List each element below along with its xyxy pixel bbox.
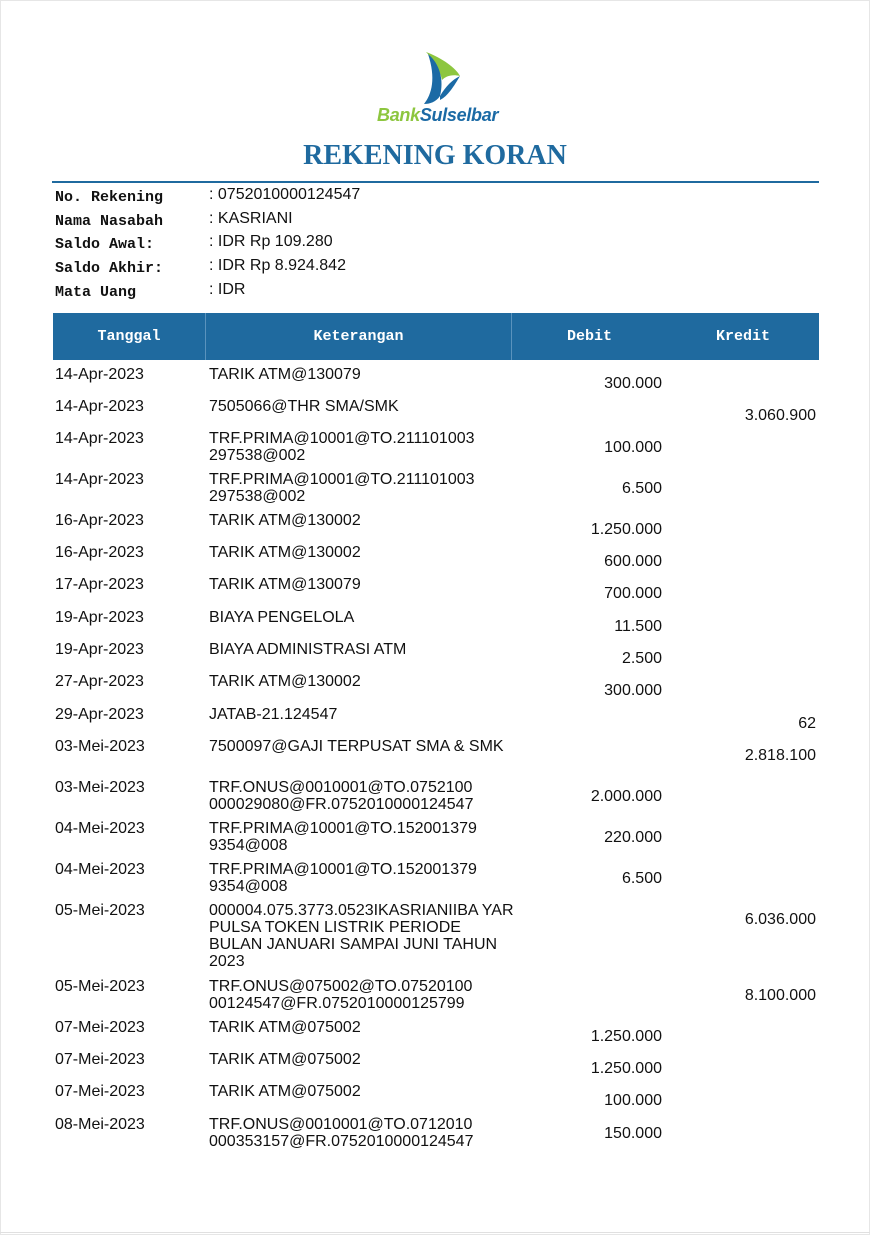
cell-description: TARIK ATM@075002 [209, 1083, 361, 1100]
opening-balance-label: Saldo Awal: [55, 236, 155, 254]
cell-date: 07-Mei-2023 [55, 1051, 145, 1068]
cell-date: 16-Apr-2023 [55, 544, 144, 561]
cell-date: 19-Apr-2023 [55, 641, 144, 658]
cell-date: 27-Apr-2023 [55, 673, 144, 690]
cell-debit: 1.250.000 [590, 1060, 662, 1077]
cell-description: TARIK ATM@130079 [209, 576, 361, 593]
cell-debit: 6.500 [621, 870, 662, 887]
column-header-description: Keterangan [206, 313, 512, 360]
cell-description: TARIK ATM@075002 [209, 1019, 361, 1036]
currency-value: : IDR [209, 280, 246, 298]
cell-credit: 2.818.100 [744, 747, 816, 764]
cell-description: TARIK ATM@130079 [209, 366, 361, 383]
account-info [55, 186, 655, 304]
cell-description: TRF.ONUS@075002@TO.07520100 00124547@FR.0752010000125799 [209, 978, 473, 1012]
column-header-credit: Kredit [715, 328, 770, 345]
cell-date: 07-Mei-2023 [55, 1019, 145, 1036]
cell-debit: 600.000 [604, 553, 662, 570]
cell-description: TRF.PRIMA@10001@TO.152001379 9354@008 [209, 861, 477, 895]
account-number-label: No. Rekening [55, 189, 164, 206]
cell-description: TARIK ATM@075002 [209, 1051, 361, 1068]
currency-label: Mata Uang [55, 283, 137, 301]
cell-date: 14-Apr-2023 [55, 366, 144, 383]
closing-balance-row [55, 257, 655, 281]
cell-date: 16-Apr-2023 [55, 512, 144, 529]
column-header-debit: Debit [566, 328, 612, 345]
cell-date: 07-Mei-2023 [55, 1083, 145, 1100]
cell-description: 000004.075.3773.0523IKASRIANIIBA YAR PULSA TOKEN LISTRIK PERIODE BULAN JANUARI SAMPAI JUNI TAHUN 2023 [209, 902, 514, 970]
cell-description: JATAB-21.124547 [209, 706, 338, 723]
customer-name-label: Nama Nasabah [55, 212, 164, 230]
title-divider [52, 181, 819, 183]
cell-description: TRF.PRIMA@10001@TO.211101003 297538@002 [209, 471, 475, 505]
cell-debit: 6.500 [621, 480, 662, 497]
cell-credit: 8.100.000 [744, 987, 816, 1004]
cell-date: 08-Mei-2023 [55, 1116, 145, 1133]
cell-debit: 700.000 [604, 585, 662, 602]
account-number-row [55, 186, 655, 210]
cell-date: 17-Apr-2023 [55, 576, 144, 593]
cell-description: BIAYA PENGELOLA [209, 609, 355, 626]
cell-debit: 100.000 [604, 1092, 662, 1109]
customer-name-row [55, 210, 655, 234]
cell-date: 19-Apr-2023 [55, 609, 144, 626]
cell-description: TARIK ATM@130002 [209, 544, 361, 561]
opening-balance-row [55, 233, 655, 257]
document-title: REKENING KORAN [303, 140, 567, 171]
cell-date: 05-Mei-2023 [55, 978, 145, 995]
cell-debit: 1.250.000 [590, 521, 662, 538]
bank-logo [372, 50, 502, 130]
cell-debit: 2.000.000 [590, 788, 662, 805]
cell-description: BIAYA ADMINISTRASI ATM [209, 641, 407, 658]
opening-balance-value: : IDR Rp 109.280 [209, 233, 333, 251]
cell-date: 04-Mei-2023 [55, 820, 145, 837]
cell-description: TRF.ONUS@0010001@TO.0752100 000029080@FR.0752010000124547 [209, 779, 474, 813]
customer-name-value: : KASRIANI [209, 209, 293, 227]
cell-debit: 300.000 [604, 375, 662, 392]
closing-balance-value: : IDR Rp 8.924.842 [209, 257, 346, 275]
cell-debit: 1.250.000 [590, 1028, 662, 1045]
closing-balance-label: Saldo Akhir: [55, 260, 164, 278]
cell-credit: 62 [798, 715, 816, 732]
cell-credit: 3.060.900 [744, 407, 816, 424]
cell-date: 29-Apr-2023 [55, 706, 144, 723]
cell-description: 7505066@THR SMA/SMK [209, 398, 399, 415]
cell-date: 05-Mei-2023 [55, 902, 145, 919]
cell-date: 04-Mei-2023 [55, 861, 145, 878]
cell-description: TARIK ATM@130002 [209, 673, 361, 690]
page-bottom-edge [0, 1232, 870, 1233]
cell-credit: 6.036.000 [744, 911, 816, 928]
transactions-table-header [53, 313, 819, 360]
currency-row [55, 281, 655, 305]
cell-debit: 100.000 [604, 439, 662, 456]
cell-date: 14-Apr-2023 [55, 398, 144, 415]
cell-debit: 11.500 [614, 618, 662, 635]
cell-description: TARIK ATM@130002 [209, 512, 361, 529]
cell-description: TRF.PRIMA@10001@TO.152001379 9354@008 [209, 820, 477, 854]
cell-date: 03-Mei-2023 [55, 779, 145, 796]
cell-debit: 220.000 [604, 829, 662, 846]
cell-date: 03-Mei-2023 [55, 738, 145, 755]
cell-description: TRF.ONUS@0010001@TO.0712010 000353157@FR.0752010000124547 [209, 1116, 474, 1150]
cell-description: 7500097@GAJI TERPUSAT SMA & SMK [209, 738, 504, 755]
sail-logo-icon [422, 50, 462, 104]
cell-description: TRF.PRIMA@10001@TO.211101003 297538@002 [209, 430, 475, 464]
cell-date: 14-Apr-2023 [55, 471, 144, 488]
bank-logo-text-sulselbar: Sulselbar [419, 105, 499, 125]
column-header-date: Tanggal [53, 313, 206, 360]
cell-debit: 150.000 [604, 1125, 662, 1142]
bank-logo-text-bank: Bank [377, 105, 420, 125]
cell-date: 14-Apr-2023 [55, 430, 144, 447]
account-number-value: : 0752010000124547 [209, 186, 361, 203]
cell-debit: 300.000 [604, 682, 662, 699]
bank-logo-text [377, 105, 498, 126]
cell-debit: 2.500 [621, 650, 662, 667]
